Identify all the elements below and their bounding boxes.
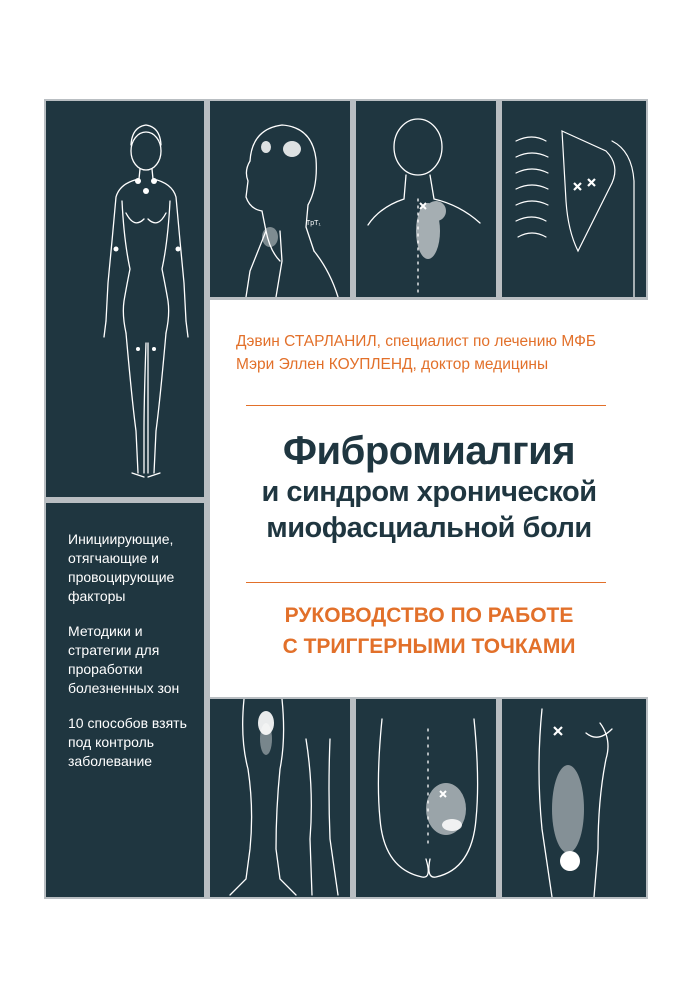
- head-side-illustration: [210, 101, 350, 297]
- trigger-point-label: TpT₁: [306, 220, 321, 227]
- divider-bottom: [246, 582, 606, 583]
- authors: [236, 330, 636, 376]
- lower-back-illustration: [356, 699, 496, 897]
- title-box: [210, 300, 648, 697]
- neck-back-illustration: [356, 101, 496, 297]
- feature-item: Методики и стратегии для проработки болезненных зон: [68, 623, 180, 696]
- panel-lower-back: [356, 699, 496, 897]
- subtitle-line-1: РУКОВОДСТВО ПО РАБОТЕ: [284, 604, 574, 627]
- panel-full-body: [46, 101, 204, 497]
- book-subtitle: [210, 600, 648, 662]
- title-line-2: и синдром хронической: [261, 476, 597, 508]
- title-line-3: миофасциальной боли: [266, 512, 592, 544]
- panel-shoulder: [502, 101, 646, 297]
- shoulder-illustration: [502, 101, 646, 297]
- feature-item: 10 способов взять под контроль заболевание: [68, 715, 187, 769]
- feature-item: Инициирующие, отягчающие и провоцирующие факторы: [68, 531, 175, 604]
- leg-front-illustration: [210, 699, 350, 897]
- panel-thigh: [502, 699, 646, 897]
- subtitle-line-2: С ТРИГГЕРНЫМИ ТОЧКАМИ: [282, 635, 576, 658]
- thigh-illustration: [502, 699, 646, 897]
- author-1: Дэвин СТАРЛАНИЛ, специалист по лечению МФБ: [236, 333, 597, 350]
- panel-head-side: [210, 101, 350, 297]
- features-list: [68, 530, 208, 787]
- panel-neck-back: [356, 101, 496, 297]
- divider-top: [246, 405, 606, 406]
- panel-leg-front: [210, 699, 350, 897]
- full-body-illustration: [46, 101, 204, 497]
- author-2: Мэри Эллен КОУПЛЕНД, доктор медицины: [236, 356, 549, 373]
- book-title: [210, 428, 648, 546]
- title-line-1: Фибромиалгия: [282, 429, 576, 473]
